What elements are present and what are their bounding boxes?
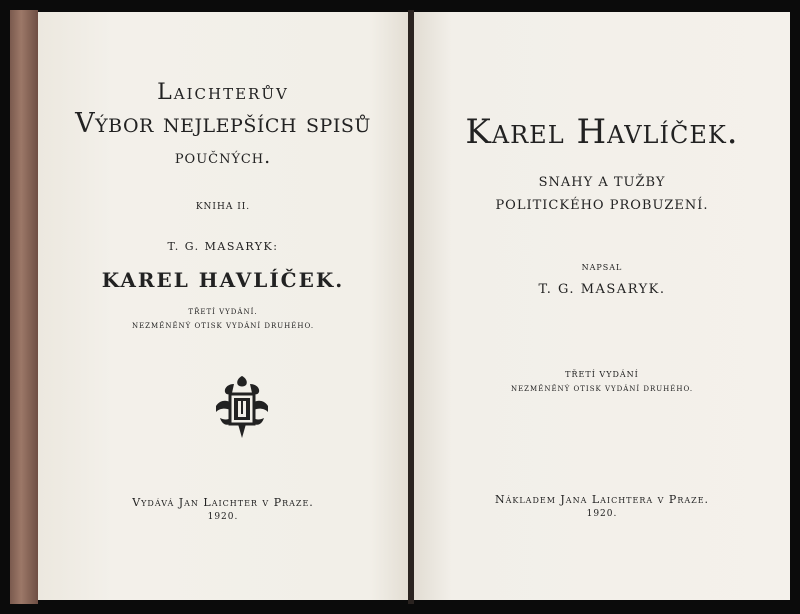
author-line: T. G. MASARYK: [167,240,279,253]
publisher-line: Vydává Jan Laichter v Praze. [132,496,314,509]
book-number: KNIHA II. [195,202,251,212]
subtitle-line-1: SNAHY A TUŽBY [538,175,666,190]
publication-year: 1920. [586,509,618,519]
edition-line-1: TŘETÍ VYDÁNÍ [565,370,639,379]
publication-year: 1920. [207,512,239,522]
subtitle-line-2: POLITICKÉHO PROBUZENÍ. [495,198,709,213]
edition-line-2: NEZMĚNĚNÝ OTISK VYDÁNÍ DRUHÉHO. [510,385,694,393]
written-by-label: NAPSAL [581,263,623,272]
work-title: KAREL HAVLÍČEK. [101,268,345,292]
edition-line-1: TŘETÍ VYDÁNÍ. [188,308,258,316]
author-name: T. G. MASARYK. [538,282,666,297]
left-page [38,12,408,600]
publisher-monogram-emblem-icon [212,372,272,442]
series-subtitle: poučných. [174,146,272,168]
right-page [414,12,790,600]
series-name: Laichterův [157,80,289,105]
cover-edge [10,10,38,604]
publisher-line: Nákladem Jana Laichtera v Praze. [494,493,710,506]
series-title: Výbor nejlepších spisů [75,108,371,139]
main-title: Karel Havlíček. [465,112,739,152]
edition-line-2: NEZMĚNĚNÝ OTISK VYDÁNÍ DRUHÉHO. [131,322,315,330]
